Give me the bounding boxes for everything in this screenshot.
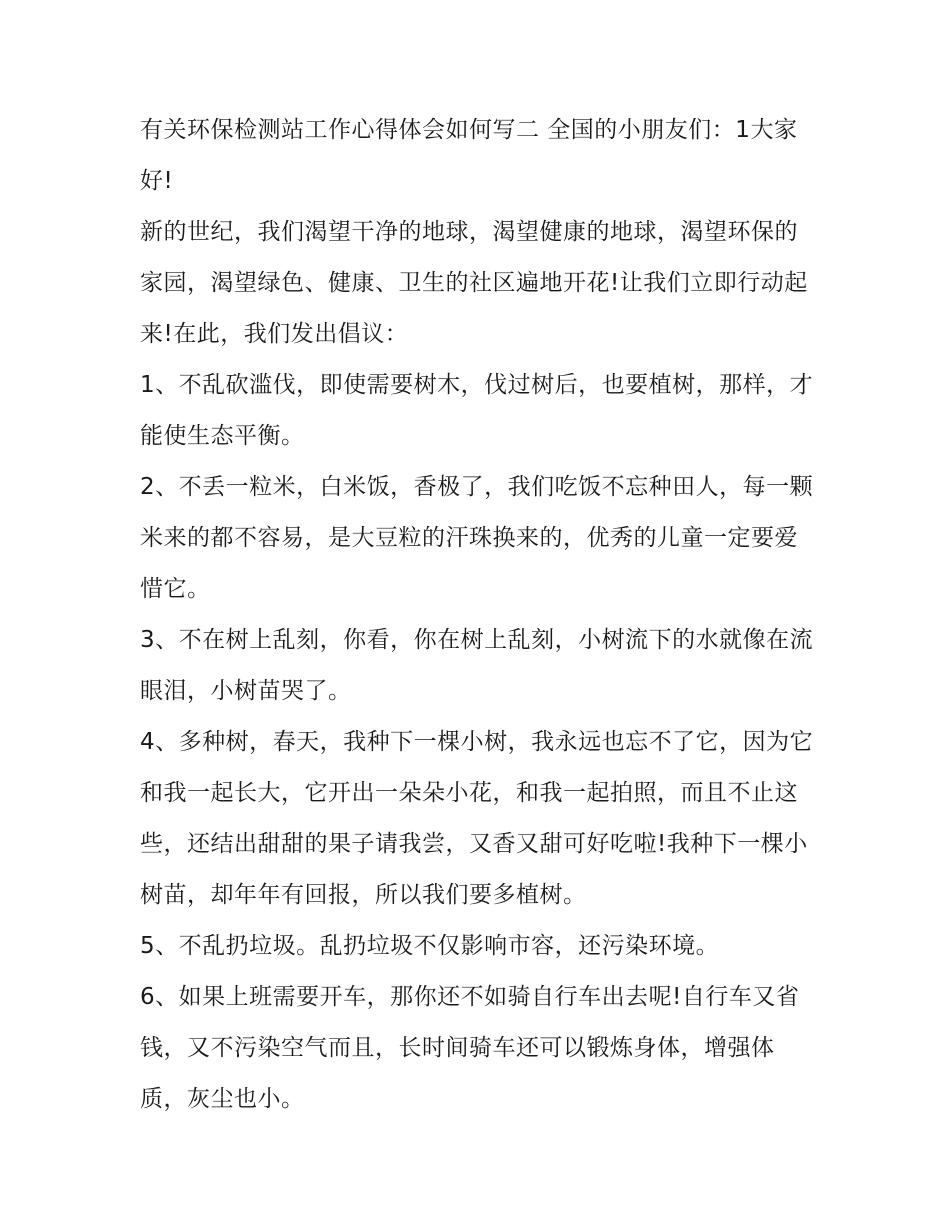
item-paragraph-4: 4、多种树，春天，我种下一棵小树，我永远也忘不了它，因为它和我一起长大，它开出一朵朵小花，和我一起拍照，而且不止这些，还结出甜甜的果子请我尝，又香又甜可好吃啦!我种下一棵小树苗，却年年有回报，所以我们要多植树。 xyxy=(140,729,814,908)
item-paragraph-1: 1、不乱砍滥伐，即使需要树木，伐过树后，也要植树，那样，才能使生态平衡。 xyxy=(140,372,814,449)
item-paragraph-6: 6、如果上班需要开车，那你还不如骑自行车出去呢!自行车又省钱，又不污染空气而且，长时间骑车还可以锻炼身体，增强体质，灰尘也小。 xyxy=(140,984,800,1112)
title-paragraph: 有关环保检测站工作心得体会如何写二 全国的小朋友们：1大家好! xyxy=(140,117,798,194)
item-paragraph-5: 5、不乱扔垃圾。乱扔垃圾不仅影响市容，还污染环境。 xyxy=(140,933,720,959)
document-body xyxy=(140,105,820,1125)
item-paragraph-3: 3、不在树上乱刻，你看，你在树上乱刻，小树流下的水就像在流眼泪，小树苗哭了。 xyxy=(140,627,814,704)
item-paragraph-2: 2、不丢一粒米，白米饭，香极了，我们吃饭不忘种田人，每一颗米来的都不容易，是大豆粒的汗珠换来的，优秀的儿童一定要爱惜它。 xyxy=(140,474,814,602)
intro-paragraph: 新的世纪，我们渴望干净的地球，渴望健康的地球，渴望环保的家园，渴望绿色、健康、卫生的社区遍地开花!让我们立即行动起来!在此，我们发出倡议： xyxy=(140,219,808,347)
